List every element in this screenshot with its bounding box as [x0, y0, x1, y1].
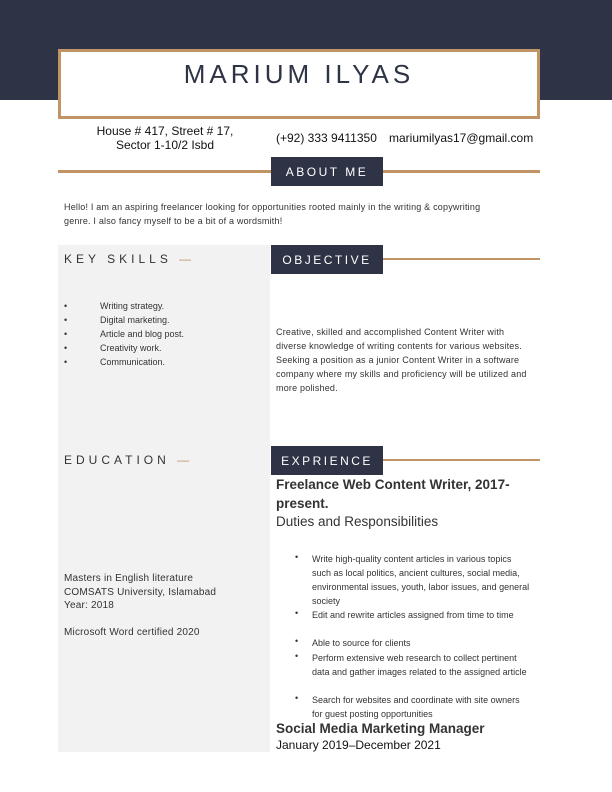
dash: — — [177, 453, 194, 467]
duty-item — [295, 651, 527, 677]
skill-item — [64, 329, 185, 339]
degree: Masters in English literature — [64, 573, 194, 584]
objective-heading: OBJECTIVE — [271, 245, 383, 274]
bullet: • — [64, 301, 68, 311]
duty-text: Write high-quality content articles in various topics such as local politics, ancient cultures, social media, environmental issues, youth, labor issues, and general society — [312, 554, 530, 606]
certification: Microsoft Word certified 2020 — [64, 627, 200, 639]
bullet: • — [64, 343, 68, 353]
duty-item — [295, 552, 530, 606]
job-2-dates: January 2019–December 2021 — [276, 738, 441, 752]
skill-label: Digital marketing. — [100, 315, 170, 325]
phone: (+92) 333 9411350 — [276, 131, 377, 145]
duty-text: Search for websites and coordinate with site owners for guest posting opportunities — [312, 695, 520, 719]
skill-item — [64, 343, 162, 353]
divider — [383, 258, 540, 260]
duty-text: Perform extensive web research to collect pertinent data and gather images related to the assigned article — [312, 653, 527, 677]
dash: — — [179, 252, 196, 266]
bullet: • — [64, 329, 68, 339]
experience-heading: EXPRIENCE — [271, 446, 383, 475]
skill-label: Communication. — [100, 357, 166, 367]
skills-heading — [64, 252, 195, 266]
school: COMSATS University, Islamabad — [64, 586, 217, 598]
about-line-1: Hello! I am an aspiring freelancer looking for opportunities rooted mainly in the writing & copywriting — [64, 202, 481, 212]
education-title: EDUCATION — [64, 453, 170, 467]
duty-item — [295, 636, 411, 648]
skill-label: Article and blog post. — [100, 329, 185, 339]
skill-item — [64, 315, 170, 325]
divider — [383, 459, 540, 461]
year: Year: 2018 — [64, 600, 115, 612]
about-line-2: genre. I also fancy myself to be a bit of a wordsmith! — [64, 215, 283, 226]
education-details — [64, 572, 216, 640]
bullet: • — [64, 315, 68, 325]
education-heading — [64, 453, 193, 467]
job-2-title: Social Media Marketing Manager — [276, 721, 485, 736]
bullet: • — [295, 693, 299, 703]
about-text — [64, 201, 534, 228]
about-heading: ABOUT ME — [271, 157, 383, 186]
email: mariumilyas17@gmail.com — [389, 131, 534, 145]
name-box — [58, 49, 540, 119]
address-line-1: House # 417, Street # 17, — [96, 124, 234, 138]
skill-item — [64, 357, 166, 367]
objective-text: Creative, skilled and accomplished Content Writer with diverse knowledge of writing contents for various websites. Seeking a position as a junior Content Writer in a software company where my skills and proficiency will be utilized and more polished. — [276, 327, 527, 393]
job-1-subtitle: Duties and Responsibilities — [276, 514, 439, 529]
bullet: • — [64, 357, 68, 367]
skill-label: Creativity work. — [100, 343, 162, 353]
skills-title: KEY SKILLS — [64, 252, 172, 266]
bullet: • — [295, 636, 299, 646]
bullet: • — [295, 608, 299, 618]
name-title: MARIUM ILYAS — [183, 58, 415, 89]
job-1-title: Freelance Web Content Writer, 2017-present. — [276, 477, 510, 511]
duty-item — [295, 693, 520, 719]
skill-label: Writing strategy. — [100, 301, 165, 311]
duty-item — [295, 608, 514, 620]
duty-text: Edit and rewrite articles assigned from time to time — [312, 610, 514, 620]
address-line-2: Sector 1-10/2 Isbd — [115, 138, 215, 152]
skill-item — [64, 301, 165, 311]
bullet: • — [295, 552, 299, 562]
bullet: • — [295, 651, 299, 661]
duty-text: Able to source for clients — [312, 638, 411, 648]
